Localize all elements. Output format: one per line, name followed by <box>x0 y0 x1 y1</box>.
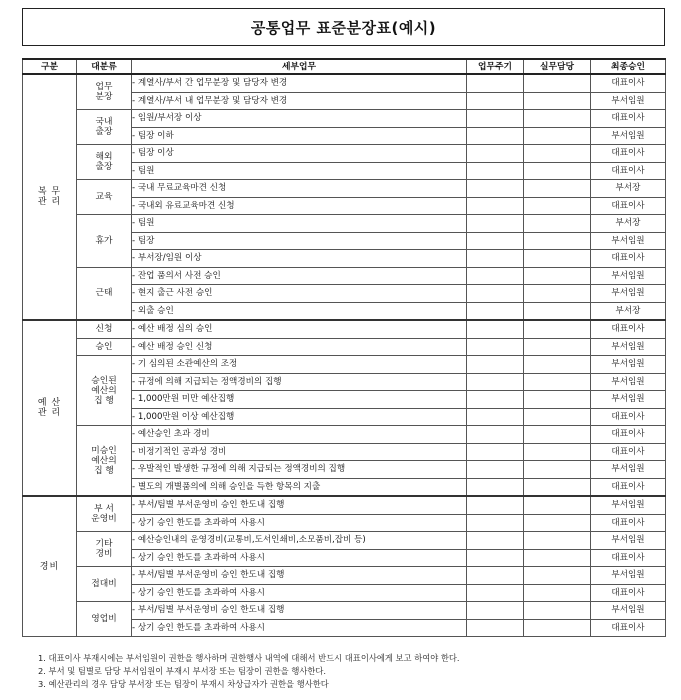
cycle-cell <box>467 180 524 198</box>
approver-cell: 대표이사 <box>591 584 666 602</box>
staff-cell <box>524 619 591 637</box>
category-cell: 경비 <box>23 496 77 637</box>
cycle-cell <box>467 496 524 514</box>
table-row <box>23 567 666 585</box>
table-row <box>23 426 666 444</box>
staff-cell <box>524 584 591 602</box>
major-category-cell: 교육 <box>77 180 132 215</box>
cycle-cell <box>467 145 524 163</box>
task-cell: - 팀장 <box>132 232 467 250</box>
approver-cell: 대표이사 <box>591 197 666 215</box>
major-category-cell: 미승인 예산의 집 행 <box>77 426 132 497</box>
task-cell: - 부서장/임원 이상 <box>132 250 467 268</box>
staff-cell <box>524 74 591 92</box>
cycle-cell <box>467 602 524 620</box>
approver-cell: 부서임원 <box>591 92 666 110</box>
cycle-cell <box>467 215 524 233</box>
task-cell: - 계열사/부서 내 업무분장 및 담당자 변경 <box>132 92 467 110</box>
table-row <box>23 320 666 338</box>
task-cell: - 팀장 이하 <box>132 127 467 145</box>
duty-table <box>22 58 666 637</box>
note-item: 1. 대표이사 부재시에는 부서임원이 권한을 행사하며 권한행사 내역에 대해서 반드시 대표이사에게 보고 하여야 한다. <box>38 653 460 663</box>
cycle-cell <box>467 232 524 250</box>
task-cell: - 외출 승인 <box>132 302 467 320</box>
header-major: 대분류 <box>77 59 132 74</box>
staff-cell <box>524 549 591 567</box>
staff-cell <box>524 92 591 110</box>
task-cell: - 국내 무료교육마견 신청 <box>132 180 467 198</box>
document-title: 공통업무 표준분장표(예시) <box>22 8 665 46</box>
table-row <box>23 215 666 233</box>
cycle-cell <box>467 619 524 637</box>
approver-cell: 대표이사 <box>591 478 666 496</box>
task-cell: - 상기 승인 한도를 초과하여 사용시 <box>132 514 467 532</box>
table-body <box>23 74 666 637</box>
approver-cell: 대표이사 <box>591 514 666 532</box>
header-row <box>23 59 666 74</box>
task-cell: - 현지 출근 사전 승인 <box>132 285 467 303</box>
staff-cell <box>524 232 591 250</box>
staff-cell <box>524 391 591 409</box>
cycle-cell <box>467 443 524 461</box>
cycle-cell <box>467 74 524 92</box>
task-cell: - 상기 승인 한도를 초과하여 사용시 <box>132 619 467 637</box>
table-row <box>23 602 666 620</box>
approver-cell: 대표이사 <box>591 549 666 567</box>
staff-cell <box>524 110 591 128</box>
major-category-cell: 부 서 운영비 <box>77 496 132 532</box>
staff-cell <box>524 532 591 550</box>
task-cell: - 팀장 이상 <box>132 145 467 163</box>
approver-cell: 대표이사 <box>591 408 666 426</box>
header-category: 구분 <box>23 59 77 74</box>
table-row <box>23 180 666 198</box>
staff-cell <box>524 356 591 374</box>
task-cell: - 계열사/부서 간 업무분장 및 담당자 변경 <box>132 74 467 92</box>
major-category-cell: 휴가 <box>77 215 132 268</box>
task-cell: - 예산승인 초과 경비 <box>132 426 467 444</box>
staff-cell <box>524 514 591 532</box>
staff-cell <box>524 180 591 198</box>
header-cycle: 업무주기 <box>467 59 524 74</box>
staff-cell <box>524 602 591 620</box>
staff-cell <box>524 215 591 233</box>
cycle-cell <box>467 285 524 303</box>
task-cell: - 임원/부서장 이상 <box>132 110 467 128</box>
cycle-cell <box>467 356 524 374</box>
approver-cell: 부서장 <box>591 302 666 320</box>
task-cell: - 1,000만원 미만 예산집행 <box>132 391 467 409</box>
staff-cell <box>524 443 591 461</box>
table-row <box>23 356 666 374</box>
cycle-cell <box>467 302 524 320</box>
category-cell: 복 무 관 리 <box>23 74 77 320</box>
table-row <box>23 267 666 285</box>
task-cell: - 팀원 <box>132 162 467 180</box>
approver-cell: 부서임원 <box>591 285 666 303</box>
major-category-cell: 기타 경비 <box>77 532 132 567</box>
staff-cell <box>524 302 591 320</box>
staff-cell <box>524 426 591 444</box>
approver-cell: 부서임원 <box>591 532 666 550</box>
task-cell: - 부서/팀별 부서운영비 승인 한도내 집행 <box>132 496 467 514</box>
staff-cell <box>524 496 591 514</box>
approver-cell: 부서임원 <box>591 267 666 285</box>
major-category-cell: 영업비 <box>77 602 132 637</box>
task-cell: - 예산승인내의 운영경비(교통비,도서인쇄비,소모품비,잡비 등) <box>132 532 467 550</box>
approver-cell: 부서임원 <box>591 373 666 391</box>
task-cell: - 상기 승인 한도를 초과하여 사용시 <box>132 584 467 602</box>
cycle-cell <box>467 320 524 338</box>
approver-cell: 대표이사 <box>591 145 666 163</box>
cycle-cell <box>467 92 524 110</box>
cycle-cell <box>467 373 524 391</box>
cycle-cell <box>467 110 524 128</box>
staff-cell <box>524 250 591 268</box>
approver-cell: 부서임원 <box>591 461 666 479</box>
staff-cell <box>524 478 591 496</box>
cycle-cell <box>467 426 524 444</box>
note-item: 2. 부서 및 팀별로 담당 부서임원이 부재시 부서장 또는 팀장이 권한을 행사한다. <box>38 666 327 676</box>
task-cell: - 팀원 <box>132 215 467 233</box>
major-category-cell: 업무 분장 <box>77 74 132 110</box>
approver-cell: 부서임원 <box>591 567 666 585</box>
table-row <box>23 74 666 92</box>
approver-cell: 대표이사 <box>591 74 666 92</box>
staff-cell <box>524 461 591 479</box>
staff-cell <box>524 320 591 338</box>
major-category-cell: 근태 <box>77 267 132 320</box>
staff-cell <box>524 408 591 426</box>
table-row <box>23 145 666 163</box>
major-category-cell: 신청 <box>77 320 132 338</box>
approver-cell: 부서장 <box>591 215 666 233</box>
cycle-cell <box>467 549 524 567</box>
table-row <box>23 496 666 514</box>
task-cell: - 부서/팀별 부서운영비 승인 한도내 집행 <box>132 602 467 620</box>
header-staff: 실무담당 <box>524 59 591 74</box>
staff-cell <box>524 567 591 585</box>
approver-cell: 부서임원 <box>591 338 666 356</box>
staff-cell <box>524 197 591 215</box>
table-row <box>23 110 666 128</box>
cycle-cell <box>467 250 524 268</box>
header-task: 세부업무 <box>132 59 467 74</box>
approver-cell: 부서임원 <box>591 496 666 514</box>
table-row <box>23 338 666 356</box>
major-category-cell: 승인된 예산의 집 행 <box>77 356 132 426</box>
note-item: 3. 예산관리의 경우 담당 부서장 또는 팀장이 부재시 차상급자가 권한을 행사한다 <box>38 679 329 689</box>
task-cell: - 예산 배정 승인 신청 <box>132 338 467 356</box>
approver-cell: 부서임원 <box>591 602 666 620</box>
task-cell: - 예산 배정 심의 승인 <box>132 320 467 338</box>
approver-cell: 대표이사 <box>591 162 666 180</box>
approver-cell: 부서임원 <box>591 232 666 250</box>
cycle-cell <box>467 461 524 479</box>
approver-cell: 대표이사 <box>591 426 666 444</box>
task-cell: - 별도의 개별품의에 의해 승인을 득한 항목의 지출 <box>132 478 467 496</box>
task-cell: - 상기 승인 한도를 초과하여 사용시 <box>132 549 467 567</box>
cycle-cell <box>467 197 524 215</box>
task-cell: - 잔업 품의서 사전 승인 <box>132 267 467 285</box>
staff-cell <box>524 373 591 391</box>
approver-cell: 대표이사 <box>591 619 666 637</box>
task-cell: - 부서/팀별 부서운영비 승인 한도내 집행 <box>132 567 467 585</box>
cycle-cell <box>467 532 524 550</box>
approver-cell: 부서장 <box>591 180 666 198</box>
approver-cell: 대표이사 <box>591 443 666 461</box>
cycle-cell <box>467 127 524 145</box>
cycle-cell <box>467 584 524 602</box>
cycle-cell <box>467 514 524 532</box>
approver-cell: 대표이사 <box>591 110 666 128</box>
staff-cell <box>524 267 591 285</box>
staff-cell <box>524 145 591 163</box>
staff-cell <box>524 162 591 180</box>
approver-cell: 대표이사 <box>591 250 666 268</box>
cycle-cell <box>467 408 524 426</box>
cycle-cell <box>467 162 524 180</box>
task-cell: - 기 심의된 소관예산의 조정 <box>132 356 467 374</box>
staff-cell <box>524 285 591 303</box>
task-cell: - 1,000만원 이상 예산집행 <box>132 408 467 426</box>
cycle-cell <box>467 338 524 356</box>
approver-cell: 부서임원 <box>591 391 666 409</box>
cycle-cell <box>467 567 524 585</box>
major-category-cell: 접대비 <box>77 567 132 602</box>
major-category-cell: 국내 출장 <box>77 110 132 145</box>
staff-cell <box>524 338 591 356</box>
category-cell: 예 산 관 리 <box>23 320 77 496</box>
cycle-cell <box>467 391 524 409</box>
approver-cell: 부서임원 <box>591 356 666 374</box>
table-row <box>23 532 666 550</box>
staff-cell <box>524 127 591 145</box>
approver-cell: 부서임원 <box>591 127 666 145</box>
task-cell: - 비정기적인 공과성 경비 <box>132 443 467 461</box>
cycle-cell <box>467 267 524 285</box>
notes <box>38 652 460 691</box>
cycle-cell <box>467 478 524 496</box>
approver-cell: 대표이사 <box>591 320 666 338</box>
major-category-cell: 해외 출장 <box>77 145 132 180</box>
major-category-cell: 승인 <box>77 338 132 356</box>
task-cell: - 우발적인 발생한 규정에 의해 지급되는 정액경비의 집행 <box>132 461 467 479</box>
task-cell: - 규정에 의해 지급되는 정액경비의 집행 <box>132 373 467 391</box>
header-final-approval: 최종승인 <box>591 59 666 74</box>
task-cell: - 국내외 유료교육마견 신청 <box>132 197 467 215</box>
